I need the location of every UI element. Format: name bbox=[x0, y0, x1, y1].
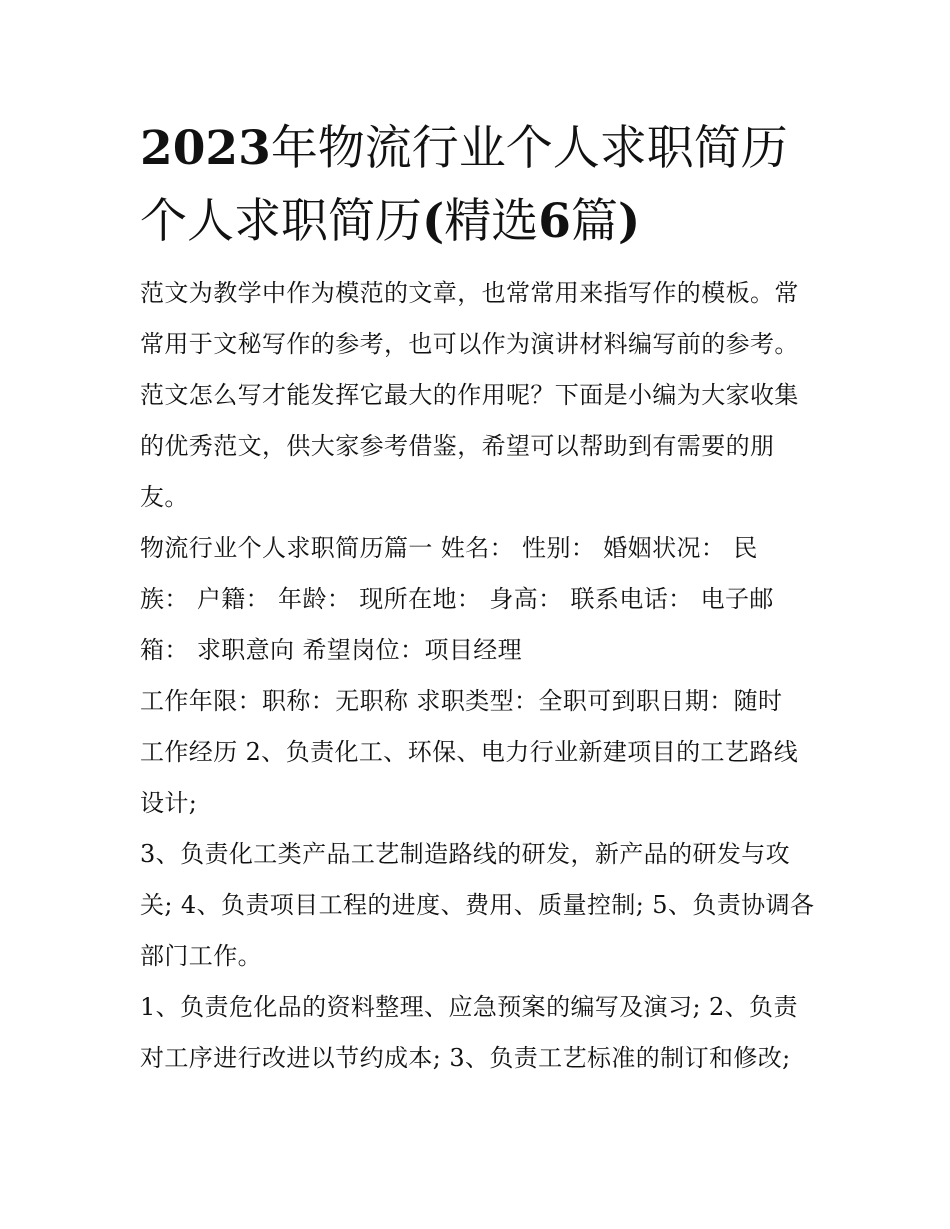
text-line: 常用于文秘写作的参考，也可以作为演讲材料编写前的参考。 bbox=[140, 330, 799, 358]
text-line: 3、负责化工类产品工艺制造路线的研发，新产品的研发与攻 bbox=[140, 840, 791, 868]
text-line: 设计; bbox=[140, 789, 198, 817]
text-line: 对工序进行改进以节约成本; 3、负责工艺标准的制订和修改; bbox=[140, 1044, 791, 1072]
document-page bbox=[140, 112, 820, 1084]
text-line: 工作经历 2、负责化工、环保、电力行业新建项目的工艺路线 bbox=[140, 738, 799, 766]
text-line: 范文为教学中作为模范的文章，也常常用来指写作的模板。常 bbox=[140, 279, 799, 307]
personal-info-paragraph bbox=[140, 523, 820, 676]
text-line: 范文怎么写才能发挥它最大的作用呢？下面是小编为大家收集 bbox=[140, 381, 799, 409]
intro-paragraph bbox=[140, 268, 820, 523]
duties-paragraph bbox=[140, 829, 820, 982]
text-line: 部门工作。 bbox=[140, 942, 262, 970]
job-intent-paragraph bbox=[140, 676, 820, 829]
document-title bbox=[140, 112, 820, 258]
text-line: 物流行业个人求职简历篇一 姓名： 性别： 婚姻状况： 民 bbox=[140, 534, 758, 562]
text-line: 的优秀范文，供大家参考借鉴，希望可以帮助到有需要的朋 bbox=[140, 432, 775, 460]
text-line: 1、负责危化品的资料整理、应急预案的编写及演习; 2、负责 bbox=[140, 993, 798, 1021]
text-line: 工作年限：职称：无职称 求职类型：全职可到职日期：随时 bbox=[140, 687, 783, 715]
text-line: 关; 4、负责项目工程的进度、费用、质量控制; 5、负责协调各 bbox=[140, 891, 815, 919]
title-line-2: 个人求职简历(精选6篇) bbox=[140, 194, 641, 249]
text-line: 箱： 求职意向 希望岗位：项目经理 bbox=[140, 636, 523, 664]
document-body bbox=[140, 268, 820, 1084]
text-line: 族： 户籍： 年龄： 现所在地： 身高： 联系电话： 电子邮 bbox=[140, 585, 774, 613]
responsibilities-paragraph bbox=[140, 982, 820, 1084]
text-line: 友。 bbox=[140, 483, 189, 511]
title-line-1: 2023年物流行业个人求职简历 bbox=[140, 121, 788, 176]
